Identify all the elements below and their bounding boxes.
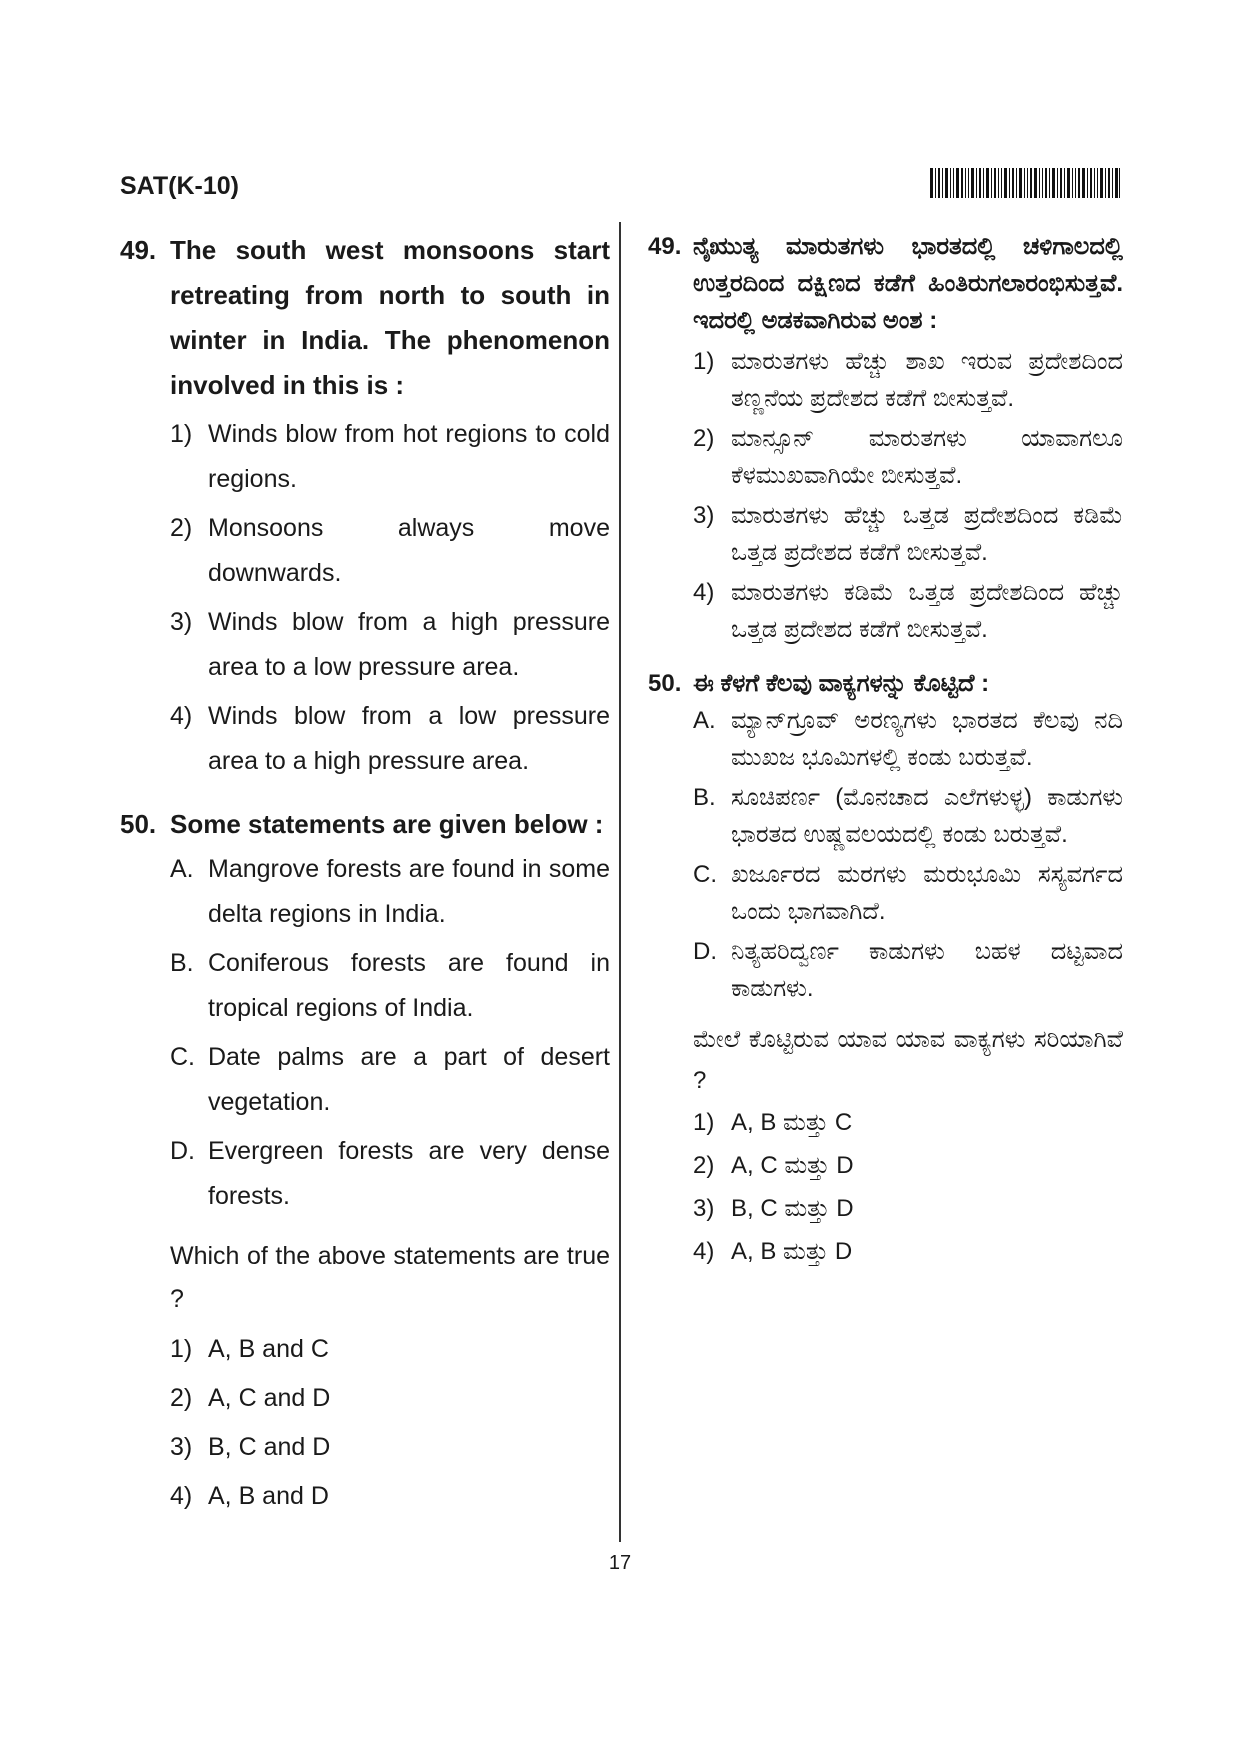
question-49-kannada: [648, 228, 1123, 339]
option-4: [170, 694, 610, 784]
question-text: Some statements are given below :: [170, 809, 604, 839]
statement-text: Evergreen forests are very dense forests.: [208, 1137, 610, 1210]
option-text: ಮಾನ್ಸೂನ್ ಮಾರುತಗಳು ಯಾವಾಗಲೂ ಕೆಳಮುಖವಾಗಿಯೇ ಬೀಸುತ್ತವೆ.: [731, 425, 1123, 489]
option-text: A, B ಮತ್ತು C: [731, 1109, 853, 1136]
option-4: [693, 574, 1123, 648]
statement-label: D.: [170, 1137, 195, 1165]
question-number: 49.: [120, 235, 157, 265]
question-number: 49.: [648, 233, 682, 260]
statement-b: [693, 779, 1123, 853]
option-label: 2): [170, 514, 193, 542]
question-stem: Which of the above statements are true ?: [170, 1242, 610, 1313]
option-label: 4): [170, 702, 193, 730]
option-text: ಮಾರುತಗಳು ಹೆಚ್ಚು ಒತ್ತಡ ಪ್ರದೇಶದಿಂದ ಕಡಿಮೆ ಒತ್ತಡ ಪ್ರದೇಶದ ಕಡೆಗೆ ಬೀಸುತ್ತವೆ.: [731, 502, 1123, 566]
option-label: 4): [170, 1482, 193, 1510]
statement-label: A.: [693, 707, 716, 734]
option-2: [693, 420, 1123, 494]
option-4: [170, 1474, 610, 1519]
statement-c: [693, 856, 1123, 930]
page-number: 17: [608, 1552, 632, 1574]
option-3: [170, 600, 610, 690]
barcode: [930, 168, 1120, 198]
question-number: 50.: [120, 809, 157, 839]
statement-text: ಖರ್ಜೂರದ ಮರಗಳು ಮರುಭೂಮಿ ಸಸ್ಯವರ್ಗದ ಒಂದು ಭಾಗವಾಗಿದೆ.: [731, 861, 1123, 925]
column-divider: [619, 222, 621, 1542]
option-label: 3): [693, 502, 715, 529]
option-text: A, B ಮತ್ತು D: [731, 1238, 853, 1265]
option-text: A, B and D: [208, 1482, 329, 1510]
statement-text: ನಿತ್ಯಹರಿದ್ವರ್ಣ ಕಾಡುಗಳು ಬಹಳ ದಟ್ಟವಾದ ಕಾಡುಗಳು.: [731, 938, 1123, 1002]
statement-label: B.: [170, 949, 194, 977]
option-label: 4): [693, 579, 715, 606]
statement-label: C.: [170, 1043, 195, 1071]
option-label: 2): [693, 425, 715, 452]
question-49: [120, 228, 610, 408]
statement-a: [693, 702, 1123, 776]
option-label: 2): [170, 1384, 193, 1412]
question-stem: ಮೇಲೆ ಕೊಟ್ಟಿರುವ ಯಾವ ಯಾವ ವಾಕ್ಯಗಳು ಸರಿಯಾಗಿವೆ ?: [693, 1026, 1123, 1094]
english-column: [120, 228, 610, 1523]
statement-label: A.: [170, 855, 194, 883]
option-text: Winds blow from hot regions to cold regions.: [208, 420, 610, 493]
statement-label: C.: [693, 861, 717, 888]
option-1: [170, 1327, 610, 1372]
option-text: B, C and D: [208, 1433, 331, 1461]
option-3: [693, 497, 1123, 571]
statement-label: B.: [693, 784, 716, 811]
option-text: A, C ಮತ್ತು D: [731, 1152, 854, 1179]
statement-d: [170, 1129, 610, 1219]
statement-text: ಮ್ಯಾನ್‌ಗ್ರೂವ್ ಅರಣ್ಯಗಳು ಭಾರತದ ಕೆಲವು ನದಿ ಮುಖಜ ಭೂಮಿಗಳಲ್ಲಿ ಕಂಡು ಬರುತ್ತವೆ.: [731, 707, 1123, 771]
option-label: 2): [693, 1152, 715, 1179]
paper-code: SAT(K-10): [120, 172, 239, 200]
option-1: [693, 343, 1123, 417]
option-label: 3): [170, 1433, 193, 1461]
option-text: B, C ಮತ್ತು D: [731, 1195, 854, 1222]
question-text: ಈ ಕೆಳಗೆ ಕೆಲವು ವಾಕ್ಯಗಳನ್ನು ಕೊಟ್ಟಿದೆ :: [693, 670, 990, 697]
option-label: 1): [170, 420, 193, 448]
option-text: ಮಾರುತಗಳು ಕಡಿಮೆ ಒತ್ತಡ ಪ್ರದೇಶದಿಂದ ಹೆಚ್ಚು ಒತ್ತಡ ಪ್ರದೇಶದ ಕಡೆಗೆ ಬೀಸುತ್ತವೆ.: [731, 579, 1123, 643]
kannada-column: [648, 228, 1123, 1275]
option-4: [693, 1232, 1123, 1272]
option-text: Monsoons always move downwards.: [208, 514, 610, 587]
question-text: The south west monsoons start retreating from north to south in winter in India. The phenomenon involved in this is :: [170, 235, 610, 400]
statement-text: ಸೂಚಿಪರ್ಣ (ಮೊನಚಾದ ಎಲೆಗಳುಳ್ಳ) ಕಾಡುಗಳು ಭಾರತದ ಉಷ್ಣವಲಯದಲ್ಲಿ ಕಂಡು ಬರುತ್ತವೆ.: [731, 784, 1123, 848]
statement-label: D.: [693, 938, 717, 965]
question-50-kannada: [648, 665, 1123, 702]
option-text: Winds blow from a low pressure area to a high pressure area.: [208, 702, 610, 775]
option-3: [693, 1189, 1123, 1229]
option-3: [170, 1425, 610, 1470]
option-2: [693, 1146, 1123, 1186]
statement-a: [170, 847, 610, 937]
option-text: ಮಾರುತಗಳು ಹೆಚ್ಚು ಶಾಖ ಇರುವ ಪ್ರದೇಶದಿಂದ ತಣ್ಣನೆಯ ಪ್ರದೇಶದ ಕಡೆಗೆ ಬೀಸುತ್ತವೆ.: [731, 348, 1123, 412]
statement-b: [170, 941, 610, 1031]
option-text: A, C and D: [208, 1384, 331, 1412]
option-label: 1): [693, 1109, 715, 1136]
statement-d: [693, 933, 1123, 1007]
option-1: [693, 1103, 1123, 1143]
option-label: 3): [693, 1195, 715, 1222]
option-label: 1): [170, 1335, 193, 1363]
option-2: [170, 1376, 610, 1421]
option-2: [170, 506, 610, 596]
question-number: 50.: [648, 670, 682, 697]
question-50: [120, 802, 610, 847]
option-label: 4): [693, 1238, 715, 1265]
statement-text: Mangrove forests are found in some delta regions in India.: [208, 855, 610, 928]
statement-text: Date palms are a part of desert vegetation.: [208, 1043, 610, 1116]
option-1: [170, 412, 610, 502]
statement-c: [170, 1035, 610, 1125]
statement-text: Coniferous forests are found in tropical regions of India.: [208, 949, 610, 1022]
question-text: ನೈಋುತ್ಯ ಮಾರುತಗಳು ಭಾರತದಲ್ಲಿ ಚಳಿಗಾಲದಲ್ಲಿ ಉತ್ತರದಿಂದ ದಕ್ಷಿಣದ ಕಡೆಗೆ ಹಿಂತಿರುಗಲಾರಂಭಿಸುತ್ತವೆ. ಇದರಲ್ಲಿ ಅಡಕವಾಗಿರುವ ಅಂಶ :: [693, 233, 1123, 334]
option-label: 1): [693, 348, 715, 375]
option-text: Winds blow from a high pressure area to a low pressure area.: [208, 608, 610, 681]
option-label: 3): [170, 608, 193, 636]
option-text: A, B and C: [208, 1335, 329, 1363]
